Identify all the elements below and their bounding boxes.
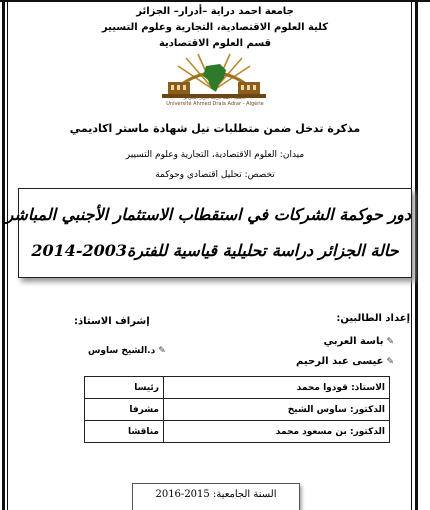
academic-year: السنة الجامعية: 2015-2016: [155, 489, 277, 500]
specialty-line: تخصص: تحليل اقتصادي وحوكمة: [155, 170, 275, 180]
top-border: [0, 0, 430, 2]
jury-table: [84, 376, 390, 443]
left-frame-border: [2, 0, 5, 510]
left-frame-inner-border: [7, 0, 8, 510]
thesis-title-line-2: حالة الجزائر دراسة تحليلية قياسية للفترة2003-2014: [31, 241, 399, 260]
student-name: ✎باسة العربي: [323, 336, 394, 347]
pen-icon: ✎: [386, 337, 394, 347]
logo-caption-arabic: جامعة أحمد دراية أدرار الجزائر: [183, 95, 247, 101]
jury-member-cell: الاستاذ: قودوا محمد: [164, 377, 390, 399]
jury-role-cell: مناقشا: [85, 421, 164, 443]
supervisor-label: إشراف الاستاذ:: [74, 316, 150, 327]
jury-role-cell: رئيسا: [85, 377, 164, 399]
academic-year-box: [132, 483, 300, 510]
logo-caption-latin: Université Ahmed Draia Adrar - Algérie: [166, 101, 264, 107]
pen-icon: ✎: [158, 346, 166, 356]
table-row: [85, 399, 390, 421]
table-row: [85, 421, 390, 443]
pen-icon: ✎: [386, 357, 394, 367]
jury-role-cell: مشرفا: [85, 399, 164, 421]
table-row: [85, 377, 390, 399]
jury-member-cell: الدكتور: ساوس الشيخ: [164, 399, 390, 421]
thesis-title-line-1: دور حوكمة الشركات في استقطاب الاستثمار الأجنبي المباشر: [5, 205, 411, 224]
thesis-title-box: [5, 188, 412, 278]
supervisor-name: ✎د.الشيخ ساوس: [88, 346, 166, 356]
students-label: إعداد الطالبين:: [336, 313, 410, 324]
right-frame-border: [415, 0, 418, 510]
field-line: ميدان: العلوم الاقتصادية، التجارية وعلوم التسيير: [125, 150, 305, 160]
student-name: ✎عيسى عبد الرحيم: [296, 356, 394, 367]
department-name: قسم العلوم الاقتصادية: [158, 38, 272, 49]
jury-member-cell: الدكتور: بن مسعود محمد: [164, 421, 390, 443]
university-name: جامعة احمد دراية –أدرار– الجزائر: [136, 6, 294, 17]
faculty-name: كلية العلوم الاقتصادية، التجارية وعلوم التسيير: [101, 22, 329, 33]
degree-statement: مذكرة تدخل ضمن متطلبات نيل شهادة ماستر اكاديمي: [69, 122, 361, 135]
